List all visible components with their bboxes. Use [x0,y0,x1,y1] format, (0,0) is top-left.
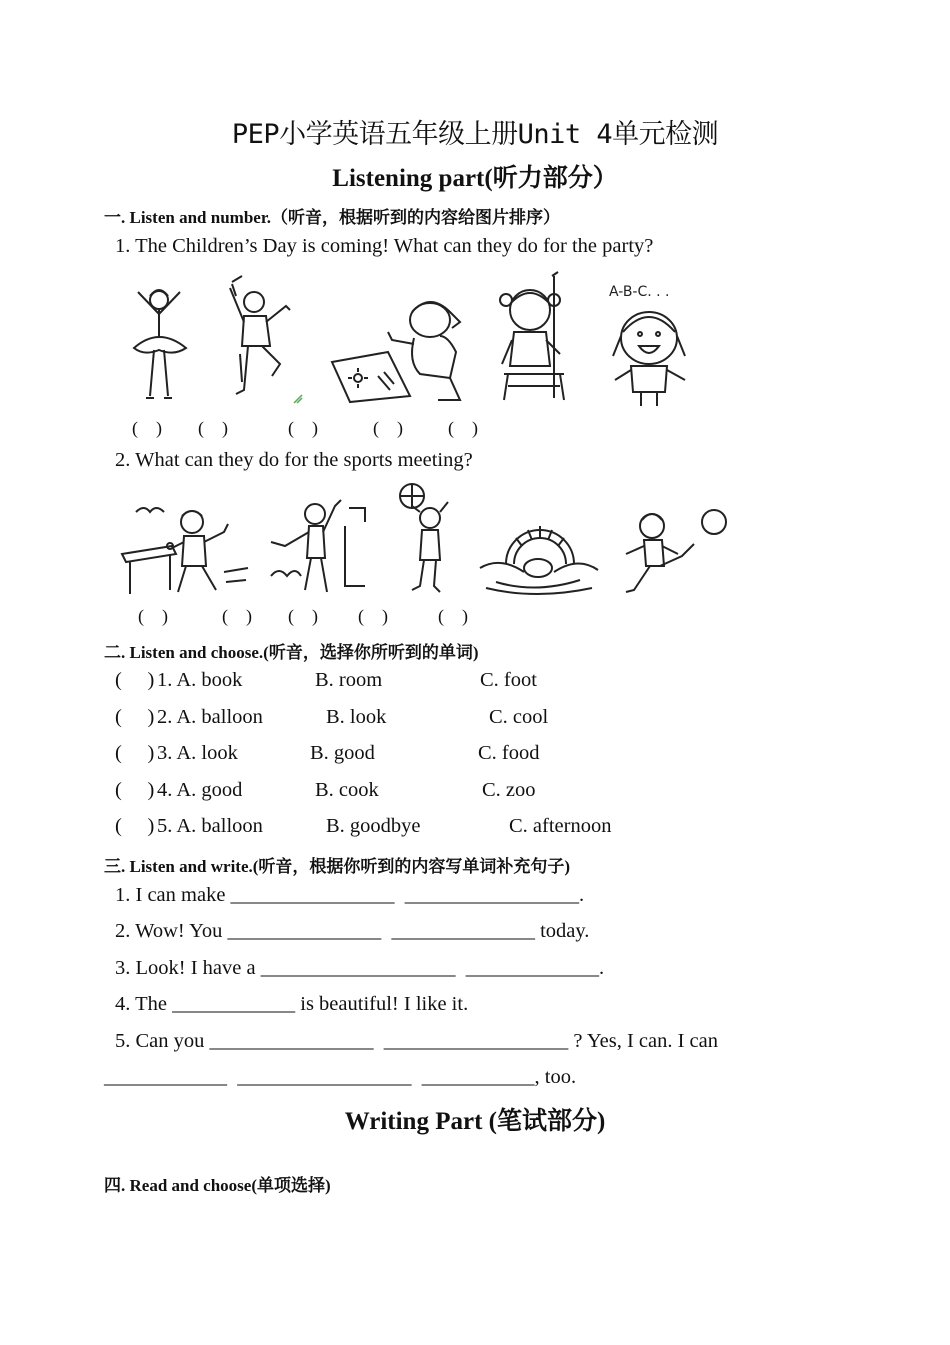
option-c: C. zoo [482,779,536,801]
writing-heading: Writing Part (笔试部分) [344,1108,606,1135]
kung-fu-sword-girl-icon [265,496,370,596]
ping-pong-boy-icon [120,502,252,598]
section1-heading: 一. Listen and number.（听音，根据听到的内容给图片排序） [104,208,561,227]
erhu-player-icon [494,270,584,408]
choice-row-3 [115,742,815,770]
option-a: 5. A. balloon [157,815,263,837]
option-b: B. look [326,706,387,728]
q2-blank-1[interactable]: ( ) [138,606,168,626]
answer-bracket[interactable]: ( ) [115,815,155,837]
answer-bracket[interactable]: ( ) [115,742,155,764]
write-line-5-continued[interactable]: ____________ _________________ ___________, too. [104,1066,577,1088]
abc-song-text: A-B-C. . . [609,284,670,300]
q1-blank-3[interactable]: ( ) [288,418,318,438]
drawing-girl-icon [328,292,468,407]
choice-row-1 [115,669,815,697]
choice-row-4 [115,779,815,807]
option-b: B. good [310,742,375,764]
option-a: 3. A. look [157,742,238,764]
sports-pictures [0,480,950,600]
option-a: 2. A. balloon [157,706,263,728]
page-title: PEP小学英语五年级上册Unit 4单元检测 [231,119,719,150]
small-mark-icon [293,394,303,404]
q2-blank-2[interactable]: ( ) [222,606,252,626]
write-line-5[interactable]: 5. Can you ________________ __________________ ? Yes, I can. I can [115,1030,718,1052]
option-c: C. foot [480,669,537,691]
q2-blank-5[interactable]: ( ) [438,606,468,626]
choice-row-5 [115,815,815,843]
section3-heading: 三. Listen and write.(听音，根据你听到的内容写单词补充句子) [104,857,571,876]
option-b: B. cook [315,779,379,801]
option-c: C. cool [489,706,549,728]
q1-blank-2[interactable]: ( ) [198,418,228,438]
basketball-boy-icon [394,482,458,598]
option-b: B. goodbye [326,815,421,837]
option-b: B. room [315,669,383,691]
choice-row-2 [115,706,815,734]
write-line-2[interactable]: 2. Wow! You _______________ ______________ today. [115,920,590,942]
q1-blank-4[interactable]: ( ) [373,418,403,438]
section1-question2: 2. What can they do for the sports meeting? [115,449,473,471]
q2-blank-4[interactable]: ( ) [358,606,388,626]
section1-question1: 1. The Children’s Day is coming! What can they do for the party? [115,235,654,257]
listening-heading: Listening part(听力部分） [332,165,618,192]
section2-heading: 二. Listen and choose.(听音，选择你所听到的单词) [104,643,479,662]
option-a: 1. A. book [157,669,243,691]
swimming-boy-icon [476,516,602,596]
write-line-1[interactable]: 1. I can make ________________ _________________. [115,884,585,906]
write-line-3[interactable]: 3. Look! I have a ___________________ _____________. [115,957,605,979]
option-c: C. food [478,742,540,764]
option-c: C. afternoon [509,815,612,837]
write-line-4[interactable]: 4. The ____________ is beautiful! I like it. [115,993,469,1015]
q1-blank-1[interactable]: ( ) [132,418,162,438]
q2-blank-3[interactable]: ( ) [288,606,318,626]
ballet-dancer-icon [124,278,194,408]
q1-blank-5[interactable]: ( ) [448,418,478,438]
answer-bracket[interactable]: ( ) [115,779,155,801]
party-pictures [0,268,950,413]
answer-bracket[interactable]: ( ) [115,669,155,691]
answer-bracket[interactable]: ( ) [115,706,155,728]
kung-fu-boy-icon [222,272,297,404]
option-a: 4. A. good [157,779,243,801]
section4-heading: 四. Read and choose(单项选择) [104,1176,331,1195]
football-boy-icon [620,506,732,596]
singing-girl-icon [605,276,695,408]
